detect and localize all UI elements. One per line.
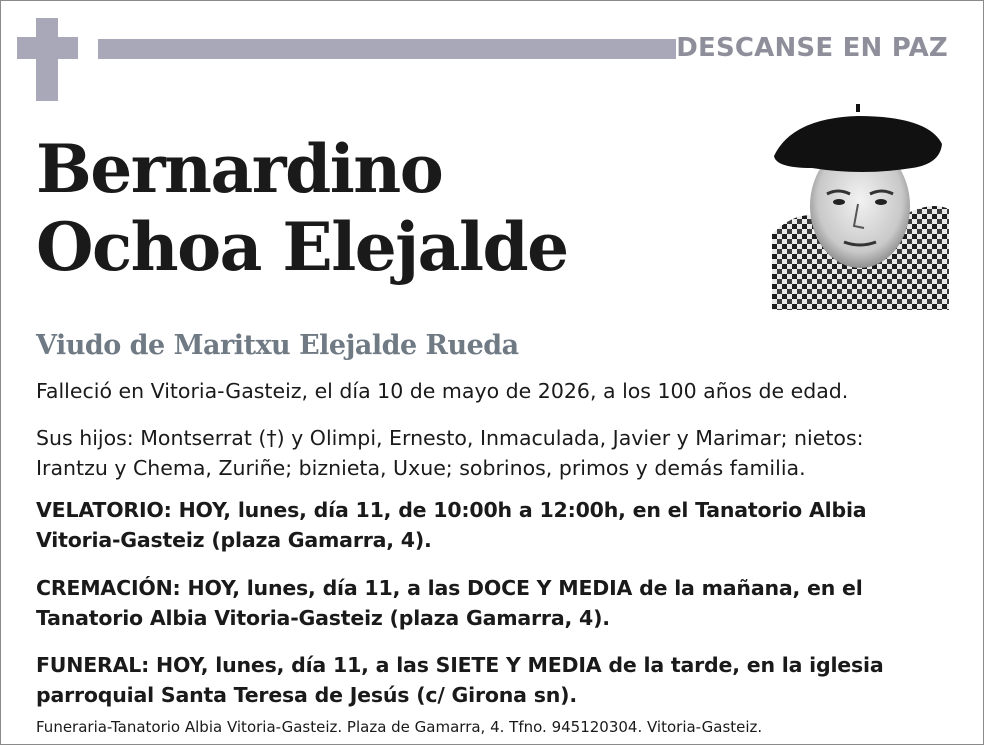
family-line-1: Sus hijos: Montserrat (†) y Olimpi, Ernesto, Inmaculada, Javier y Marimar; nietos: [36,426,864,450]
cremation-line-1: CREMACIÓN: HOY, lunes, día 11, a las DOCE Y MEDIA de la mañana, en el [36,576,863,600]
funeral-details [36,650,956,710]
family-list [36,423,956,483]
wake-line-2: Vitoria-Gasteiz (plaza Gamarra, 4). [36,528,432,552]
deceased-surnames: Ochoa Elejalde [36,208,568,286]
header-label: DESCANSE EN PAZ [676,33,948,63]
death-announcement [36,376,956,406]
wake-details [36,495,956,555]
family-line-2: Irantzu y Chema, Zuriñe; biznieta, Uxue; sobrinos, primos y demás familia. [36,456,806,480]
death-line: Falleció en Vitoria-Gasteiz, el día 10 de mayo de 2026, a los 100 años de edad. [36,379,849,403]
cremation-details [36,573,956,633]
cremation-line-2: Tanatorio Albia Vitoria-Gasteiz (plaza Gamarra, 4). [36,606,610,630]
cross-icon-horizontal [17,37,78,59]
deceased-name [36,130,568,286]
funeral-home-footer: Funeraria-Tanatorio Albia Vitoria-Gasteiz. Plaza de Gamarra, 4. Tfno. 945120304. Vitoria-Gasteiz. [36,718,763,736]
widow-line: Viudo de Maritxu Elejalde Rueda [36,330,519,361]
deceased-first-name: Bernardino [36,130,443,208]
header-rule [98,39,676,59]
cross-icon-vertical [36,18,58,101]
wake-line-1: VELATORIO: HOY, lunes, día 11, de 10:00h a 12:00h, en el Tanatorio Albia [36,498,867,522]
funeral-line-2: parroquial Santa Teresa de Jesús (c/ Girona sn). [36,683,577,707]
portrait-photo [772,104,949,310]
funeral-line-1: FUNERAL: HOY, lunes, día 11, a las SIETE Y MEDIA de la tarde, en la iglesia [36,653,884,677]
